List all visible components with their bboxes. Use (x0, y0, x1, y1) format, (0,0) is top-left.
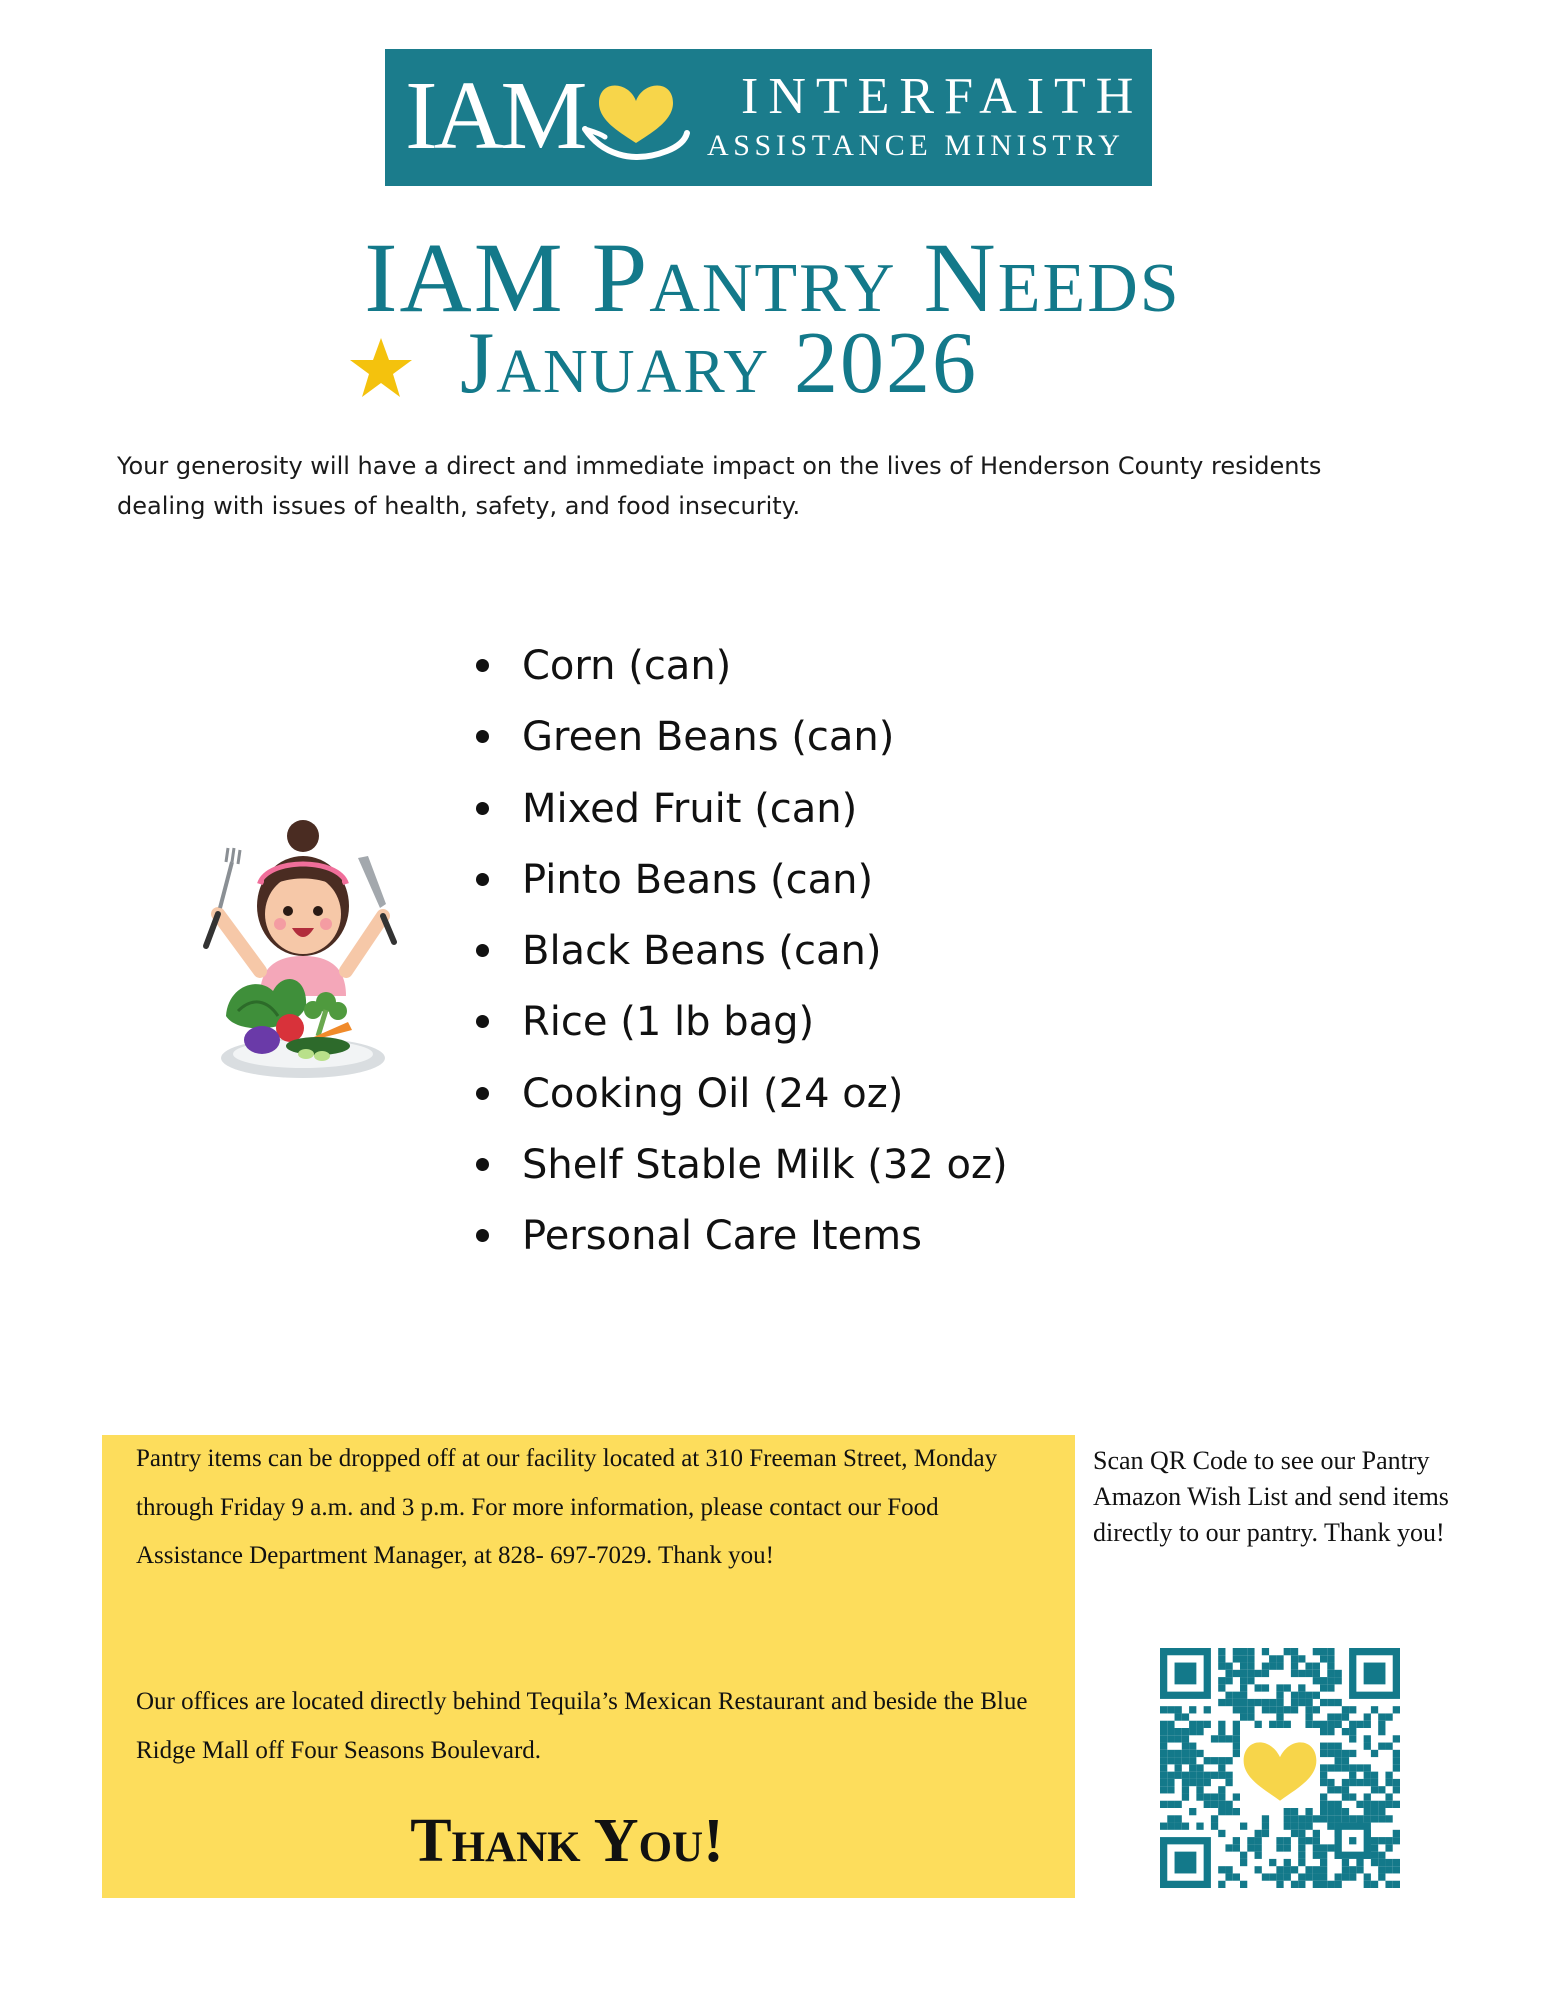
qr-code[interactable] (1160, 1648, 1400, 1888)
need-label: Corn (can) (522, 643, 732, 689)
list-item (472, 854, 1008, 925)
bullet (476, 1229, 489, 1242)
need-label: Shelf Stable Milk (32 oz) (522, 1142, 1008, 1189)
list-item (472, 996, 1008, 1067)
location-paragraph: Our offices are located directly behind Tequila’s Mexican Restaurant and beside the Blue Ridge Mall off Four Seasons Boulevard. (136, 1688, 1028, 1764)
bullet (476, 873, 489, 886)
heart-hand-icon (581, 71, 691, 167)
list-item (472, 1139, 1008, 1210)
bullet (476, 802, 489, 815)
need-label: Personal Care Items (522, 1213, 922, 1260)
star-icon (348, 336, 414, 400)
girl-eating-vegetables-illustration (198, 796, 408, 1096)
list-item (472, 783, 1008, 854)
need-label: Cooking Oil (24 oz) (522, 1070, 904, 1117)
need-label: Rice (1 lb bag) (522, 999, 815, 1046)
page-title: IAM Pantry Needs (364, 222, 1181, 333)
thank-you-heading: Thank You! (410, 1807, 724, 1875)
list-item (472, 711, 1008, 782)
list-item (472, 640, 1008, 711)
dropoff-panel (102, 1435, 1075, 1898)
bullet (476, 659, 489, 672)
need-label: Mixed Fruit (can) (522, 785, 858, 832)
need-label: Pinto Beans (can) (522, 856, 874, 903)
logo (385, 49, 1152, 186)
list-item (472, 1210, 1008, 1281)
bullet (476, 1087, 489, 1100)
page-subtitle: January 2026 (460, 315, 979, 412)
pantry-needs-list (472, 640, 1008, 1282)
need-label: Black Beans (can) (522, 928, 882, 975)
dropoff-paragraph: Pantry items can be dropped off at our facility located at 310 Freeman Street, Monday through Friday 9 a.m. and 3 p.m. For more information, please contact our Food Assistance Department Manager, at 828- 697-7029. Thank you! (136, 1445, 998, 1569)
bullet (476, 1015, 489, 1028)
list-item (472, 1068, 1008, 1139)
logo-abbr: IAM (405, 62, 584, 170)
intro-text: Your generosity will have a direct and immediate impact on the lives of Henderson County residents dealing with issues of health, safety, and food insecurity. (117, 452, 1322, 520)
qr-caption: Scan QR Code to see our Pantry Amazon Wish List and send items directly to our pantry. Thank you! (1093, 1446, 1449, 1547)
bullet (476, 944, 489, 957)
need-label: Green Beans (can) (522, 714, 895, 761)
logo-line-interfaith: INTERFAITH (741, 68, 1144, 125)
bullet (476, 1158, 489, 1171)
list-item (472, 925, 1008, 996)
bullet (476, 730, 489, 743)
logo-line-ministry: ASSISTANCE MINISTRY (707, 129, 1125, 162)
